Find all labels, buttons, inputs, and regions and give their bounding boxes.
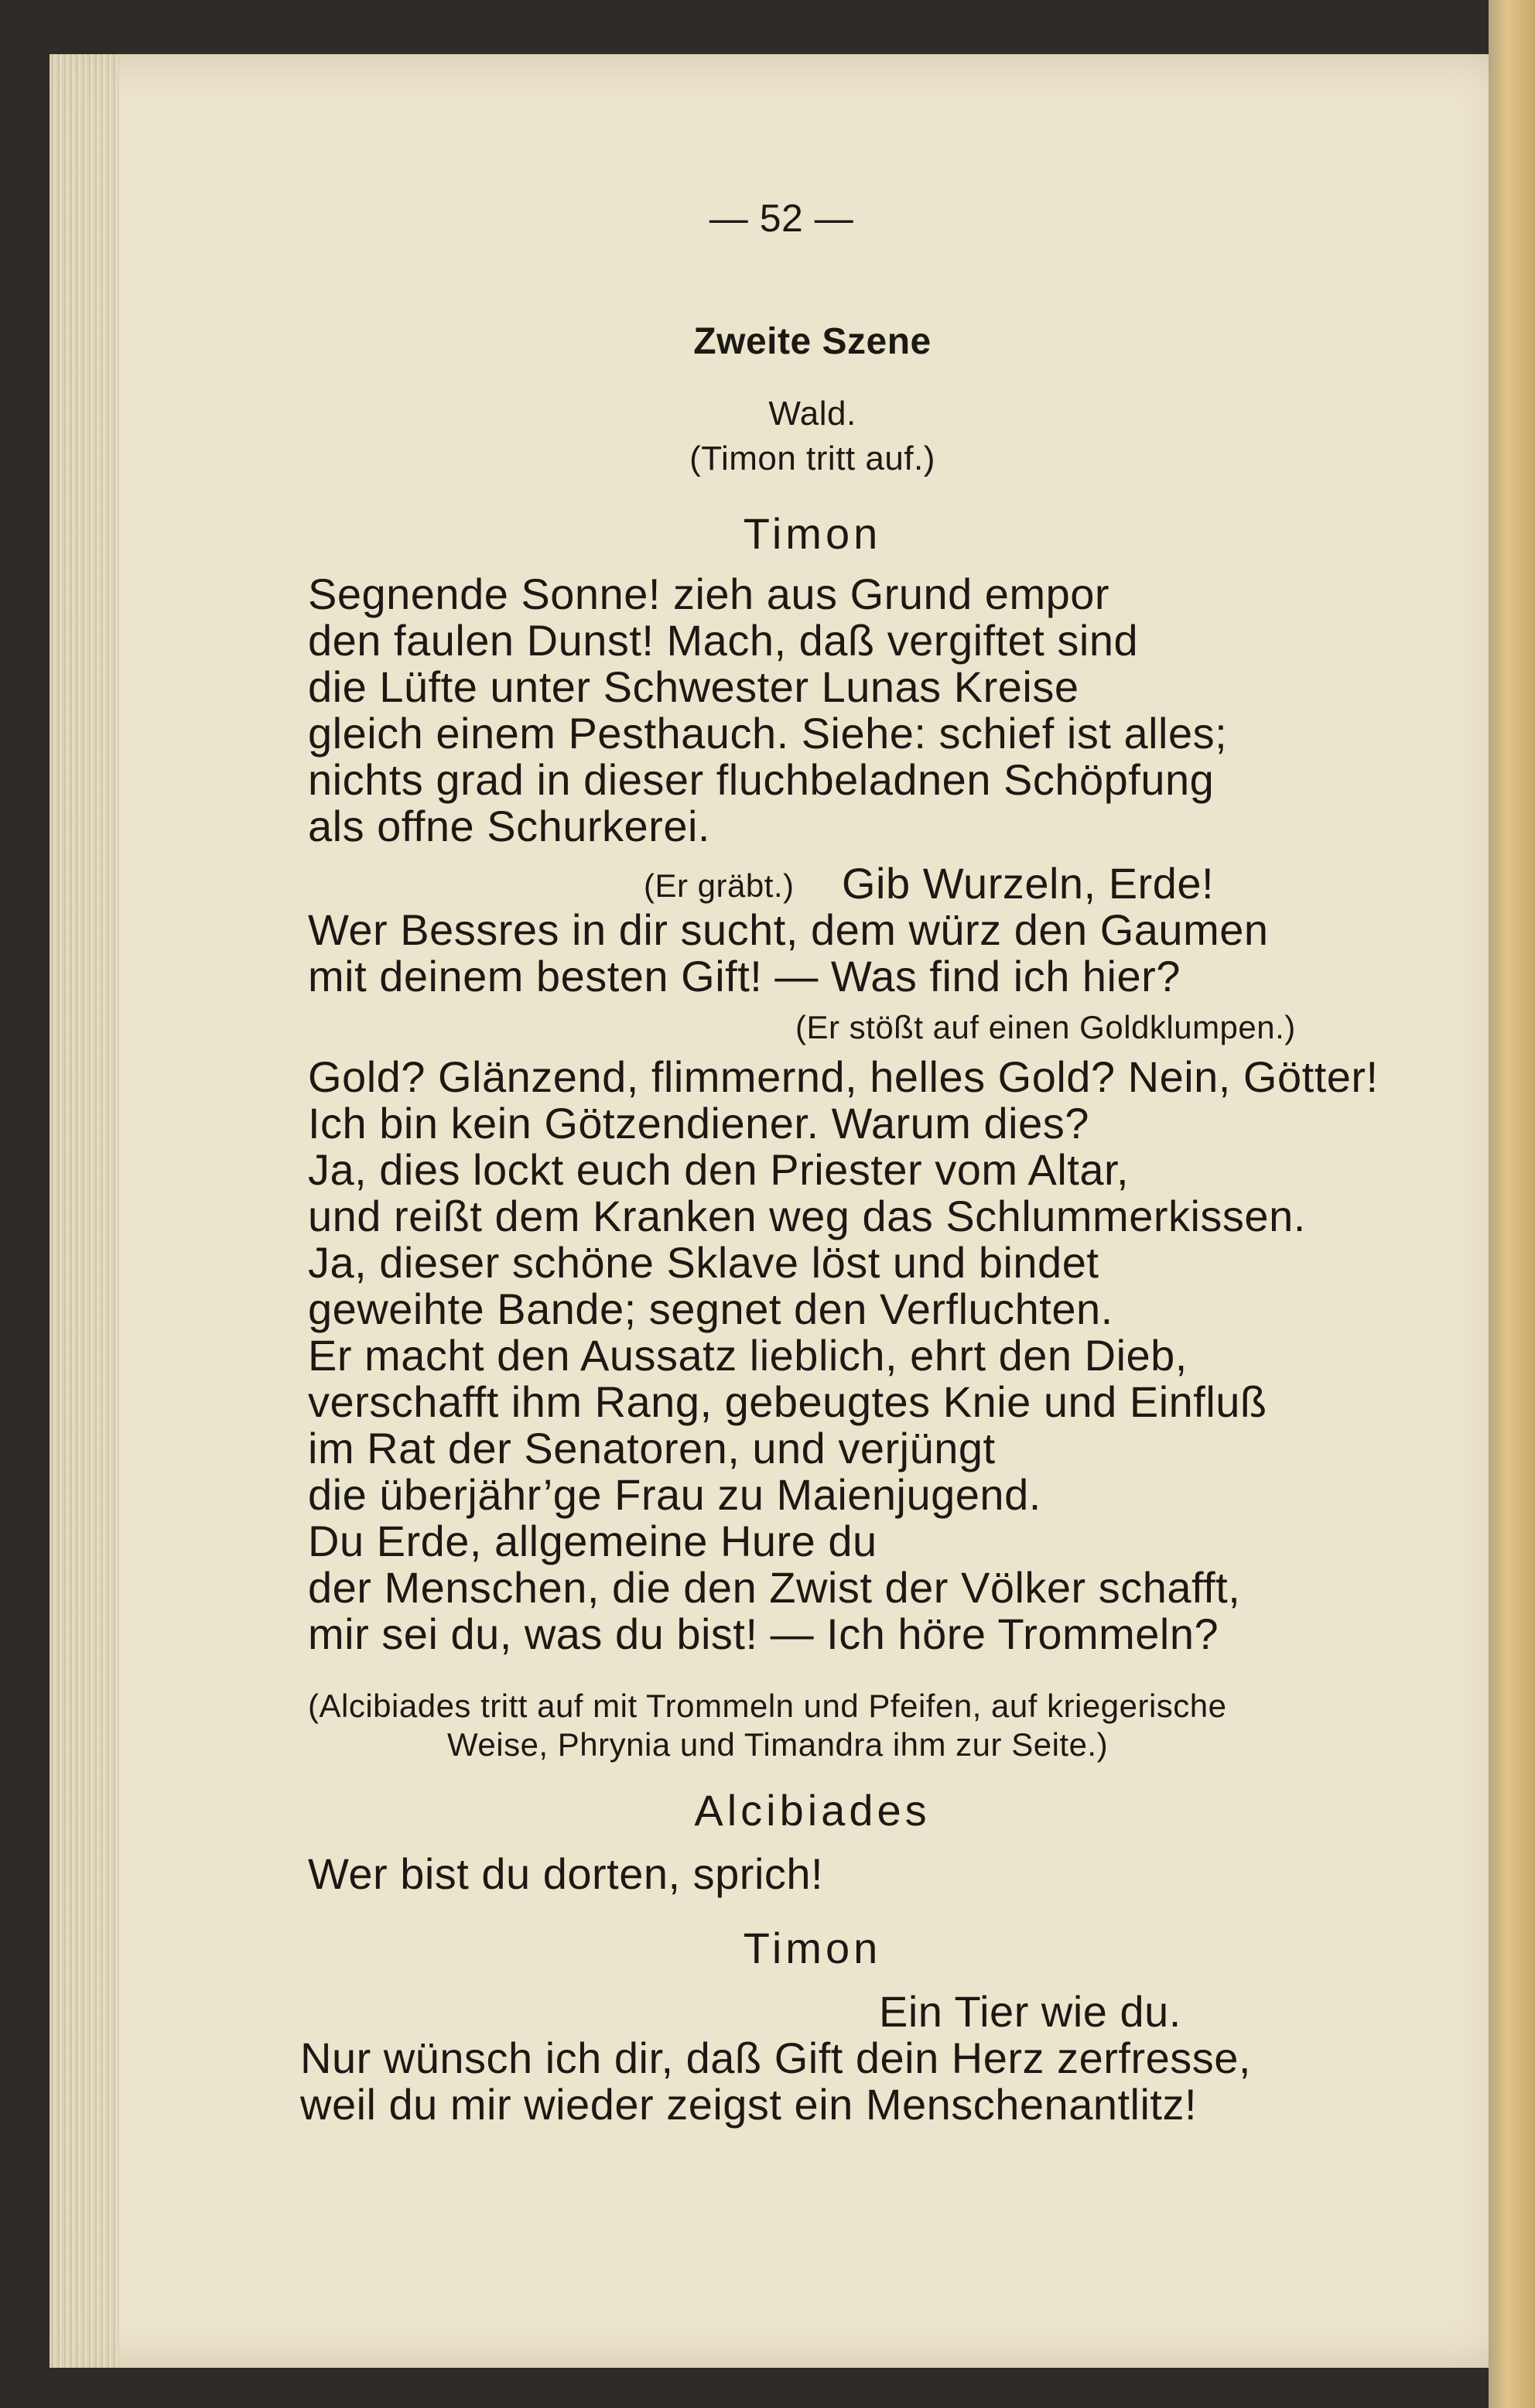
verse-line: Du Erde, allgemeine Hure du (308, 1517, 877, 1565)
page-number: — 52 — (709, 197, 854, 240)
verse-line: Ein Tier wie du. (879, 1987, 1181, 2036)
verse-line: Er macht den Aussatz lieblich, ehrt den Dieb, (308, 1331, 1188, 1380)
verse-line: und reißt dem Kranken weg das Schlummerkissen. (308, 1192, 1306, 1240)
verse-line: nichts grad in dieser fluchbeladnen Schöpfung (308, 755, 1215, 804)
verse-line: die überjähr’ge Frau zu Maienjugend. (308, 1470, 1041, 1519)
verse-line: weil du mir wieder zeigst ein Menschenantlitz! (300, 2080, 1198, 2129)
speaker-name: Alcibiades (694, 1786, 931, 1835)
verse-line: mit deinem besten Gift! — Was find ich hier? (308, 952, 1181, 1000)
verse-line: mir sei du, was du bist! — Ich höre Trommeln? (308, 1609, 1219, 1658)
stage-direction: Weise, Phrynia und Timandra ihm zur Seite.) (447, 1726, 1109, 1763)
verse-line: Gib Wurzeln, Erde! (842, 859, 1215, 908)
verse-line: Nur wünsch ich dir, daß Gift dein Herz zerfresse, (300, 2033, 1251, 2082)
verse-line: Ich bin kein Götzendiener. Warum dies? (308, 1099, 1089, 1148)
verse-line: als offne Schurkerei. (308, 802, 710, 850)
verse-line: Ja, dieser schöne Sklave löst und bindet (308, 1238, 1099, 1287)
stage-direction: (Er stößt auf einen Goldklumpen.) (795, 1009, 1296, 1045)
scene-title: Zweite Szene (693, 321, 932, 362)
stage-direction: (Alcibiades tritt auf mit Trommeln und Pfeifen, auf kriegerische (308, 1688, 1227, 1724)
verse-line: geweihte Bande; segnet den Verfluchten. (308, 1284, 1113, 1333)
verse-line: Segnende Sonne! zieh aus Grund empor (308, 570, 1110, 618)
entrance-direction: (Timon tritt auf.) (689, 440, 935, 477)
verse-line: verschafft ihm Rang, gebeugtes Knie und Einfluß (308, 1377, 1267, 1426)
verse-line: Gold? Glänzend, flimmernd, helles Gold? Nein, Götter! (308, 1052, 1379, 1101)
verse-line: Wer Bessres in dir sucht, dem würz den Gaumen (308, 905, 1269, 954)
stage-direction: (Er gräbt.) (644, 867, 795, 904)
verse-line: die Lüfte unter Schwester Lunas Kreise (308, 662, 1079, 711)
verse-line: Wer bist du dorten, sprich! (308, 1849, 824, 1898)
verse-line: der Menschen, die den Zwist der Völker schafft, (308, 1563, 1241, 1612)
verse-line: gleich einem Pesthauch. Siehe: schief ist alles; (308, 709, 1228, 758)
setting: Wald. (768, 395, 856, 433)
speaker-name: Timon (743, 1924, 882, 1972)
verse-line: den faulen Dunst! Mach, daß vergiftet sind (308, 616, 1139, 665)
verse-line: Ja, dies lockt euch den Priester vom Altar, (308, 1145, 1130, 1194)
speaker-name: Timon (743, 509, 882, 558)
verse-line: im Rat der Senatoren, und verjüngt (308, 1424, 996, 1473)
